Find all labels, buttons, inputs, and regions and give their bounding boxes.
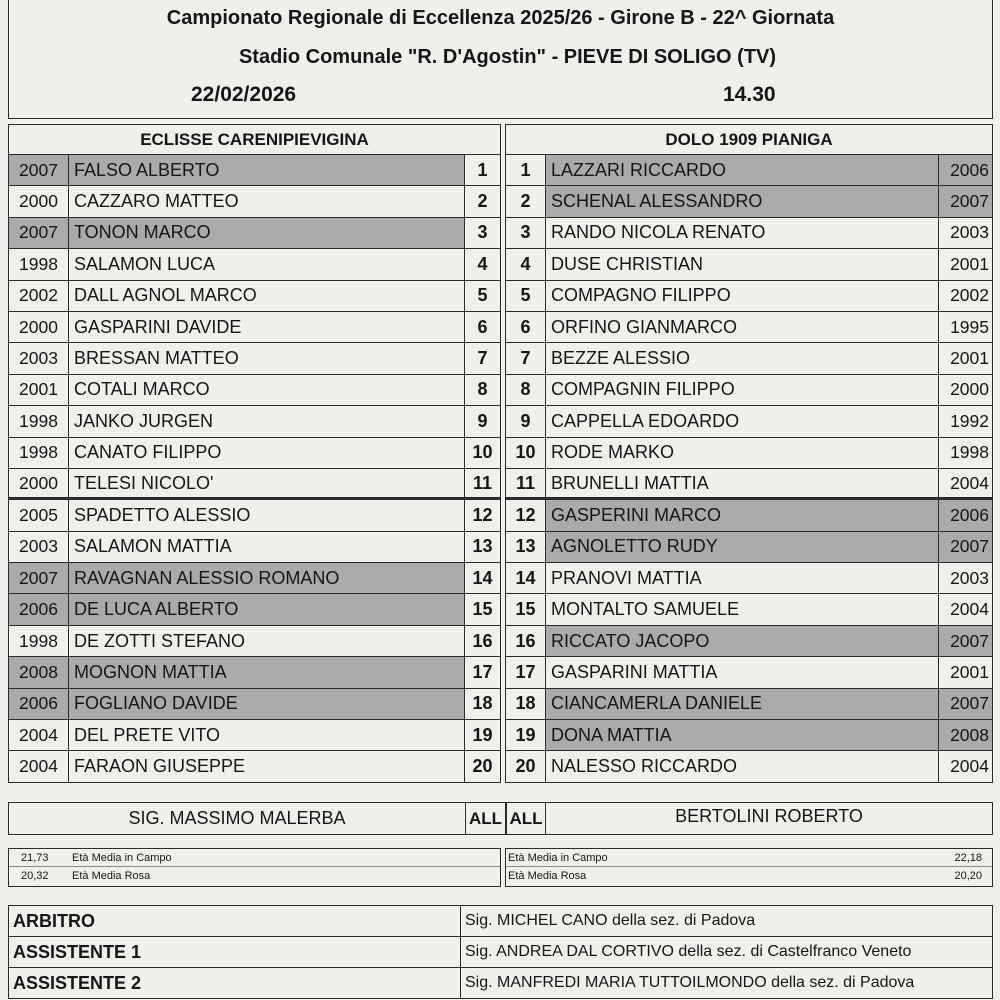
shirt-number: 12 (465, 500, 501, 531)
official-role: ARBITRO (9, 906, 461, 937)
away-avg-age-squad-row (506, 867, 992, 885)
table-row (9, 186, 501, 217)
home-lineup-table (8, 124, 501, 783)
shirt-number: 16 (465, 626, 501, 657)
birth-year: 1998 (9, 406, 69, 437)
away-team-name: DOLO 1909 PIANIGA (506, 125, 993, 155)
player-name: COMPAGNO FILIPPO (546, 281, 939, 312)
shirt-number: 2 (465, 186, 501, 217)
shirt-number: 2 (506, 186, 546, 217)
table-row (9, 218, 501, 249)
table-row (506, 500, 993, 531)
birth-year: 2005 (9, 500, 69, 531)
home-coach-role: ALL (465, 802, 506, 835)
birth-year: 2007 (9, 563, 69, 594)
player-name: BEZZE ALESSIO (546, 343, 939, 374)
table-row (9, 500, 501, 531)
player-name: RODE MARKO (546, 438, 939, 469)
away-avg-age-field-value: 22,18 (954, 852, 982, 864)
shirt-number: 4 (465, 249, 501, 280)
official-row-assistant-2 (9, 968, 992, 999)
birth-year: 1995 (939, 312, 993, 343)
player-name: FALSO ALBERTO (69, 155, 465, 186)
birth-year: 1992 (939, 406, 993, 437)
away-avg-age-squad-value: 20,20 (954, 870, 982, 882)
away-player-rows (506, 155, 993, 783)
away-coach: BERTOLINI ROBERTO (545, 802, 993, 835)
birth-year: 1998 (9, 438, 69, 469)
shirt-number: 7 (506, 343, 546, 374)
shirt-number: 3 (465, 218, 501, 249)
birth-year: 2004 (939, 594, 993, 625)
birth-year: 2004 (9, 751, 69, 782)
home-avg-age-field-label: Età Media in Campo (72, 852, 172, 864)
match-officials-table (8, 905, 993, 999)
shirt-number: 20 (465, 751, 501, 782)
table-row (506, 594, 993, 625)
table-row (506, 626, 993, 657)
player-name: SALAMON MATTIA (69, 532, 465, 563)
birth-year: 2000 (9, 186, 69, 217)
player-name: AGNOLETTO RUDY (546, 532, 939, 563)
player-name: ORFINO GIANMARCO (546, 312, 939, 343)
table-row (506, 406, 993, 437)
birth-year: 2000 (9, 312, 69, 343)
home-avg-age-squad-value: 20,32 (21, 870, 49, 882)
player-name: GASPERINI MARCO (546, 500, 939, 531)
shirt-number: 4 (506, 249, 546, 280)
shirt-number: 17 (465, 657, 501, 688)
player-name: SCHENAL ALESSANDRO (546, 186, 939, 217)
player-name: SALAMON LUCA (69, 249, 465, 280)
table-row (506, 469, 993, 500)
birth-year: 2007 (939, 626, 993, 657)
home-average-ages (8, 848, 501, 887)
player-name: DUSE CHRISTIAN (546, 249, 939, 280)
table-row (9, 751, 501, 782)
official-name: Sig. ANDREA DAL CORTIVO della sez. di Castelfranco Veneto (461, 937, 992, 968)
shirt-number: 15 (506, 594, 546, 625)
birth-year: 1998 (939, 438, 993, 469)
player-name: PRANOVI MATTIA (546, 563, 939, 594)
table-row (9, 249, 501, 280)
table-row (9, 469, 501, 500)
table-row (9, 312, 501, 343)
birth-year: 2002 (9, 281, 69, 312)
player-name: JANKO JURGEN (69, 406, 465, 437)
away-avg-age-squad-label: Età Media Rosa (508, 870, 587, 882)
shirt-number: 8 (506, 375, 546, 406)
official-name: Sig. MICHEL CANO della sez. di Padova (461, 906, 992, 937)
shirt-number: 6 (506, 312, 546, 343)
player-name: GASPARINI MATTIA (546, 657, 939, 688)
player-name: NALESSO RICCARDO (546, 751, 939, 782)
birth-year: 2006 (9, 594, 69, 625)
table-row (9, 532, 501, 563)
birth-year: 2006 (939, 500, 993, 531)
shirt-number: 13 (506, 532, 546, 563)
table-row (9, 438, 501, 469)
shirt-number: 3 (506, 218, 546, 249)
table-row (9, 563, 501, 594)
table-row (506, 657, 993, 688)
birth-year: 2001 (9, 375, 69, 406)
table-row (506, 720, 993, 751)
competition-title: Campionato Regionale di Eccellenza 2025/26 - Girone B - 22^ Giornata (166, 7, 835, 29)
home-avg-age-squad-label: Età Media Rosa (72, 870, 151, 882)
birth-year: 2007 (939, 689, 993, 720)
table-row (506, 218, 993, 249)
table-row (9, 594, 501, 625)
shirt-number: 5 (506, 281, 546, 312)
home-player-rows (9, 155, 501, 783)
shirt-number: 9 (506, 406, 546, 437)
table-row (506, 155, 993, 186)
official-role: ASSISTENTE 2 (9, 968, 461, 999)
shirt-number: 15 (465, 594, 501, 625)
shirt-number: 5 (465, 281, 501, 312)
table-row (9, 720, 501, 751)
shirt-number: 8 (465, 375, 501, 406)
away-avg-age-field-row (506, 849, 992, 867)
player-name: RAVAGNAN ALESSIO ROMANO (69, 563, 465, 594)
table-row (506, 186, 993, 217)
official-row-assistant-1 (9, 937, 992, 968)
official-name: Sig. MANFREDI MARIA TUTTOILMONDO della sez. di Padova (461, 968, 992, 999)
shirt-number: 17 (506, 657, 546, 688)
player-name: MONTALTO SAMUELE (546, 594, 939, 625)
birth-year: 2001 (939, 249, 993, 280)
birth-year: 2002 (939, 281, 993, 312)
table-row (506, 438, 993, 469)
birth-year: 2007 (9, 218, 69, 249)
away-coach-role: ALL (506, 802, 546, 835)
birth-year: 2007 (939, 186, 993, 217)
player-name: COMPAGNIN FILIPPO (546, 375, 939, 406)
table-row (9, 657, 501, 688)
player-name: RICCATO JACOPO (546, 626, 939, 657)
table-row (506, 375, 993, 406)
player-name: BRESSAN MATTEO (69, 343, 465, 374)
birth-year: 2004 (939, 751, 993, 782)
table-row (506, 281, 993, 312)
table-row (9, 281, 501, 312)
player-name: FARAON GIUSEPPE (69, 751, 465, 782)
shirt-number: 16 (506, 626, 546, 657)
shirt-number: 10 (506, 438, 546, 469)
home-avg-age-field-value: 21,73 (21, 852, 49, 864)
player-name: FOGLIANO DAVIDE (69, 689, 465, 720)
table-row (9, 626, 501, 657)
shirt-number: 18 (506, 689, 546, 720)
birth-year: 1998 (9, 626, 69, 657)
birth-year: 2003 (9, 343, 69, 374)
table-row (506, 532, 993, 563)
birth-year: 2006 (939, 155, 993, 186)
shirt-number: 7 (465, 343, 501, 374)
home-team-name: ECLISSE CARENIPIEVIGINA (9, 125, 501, 155)
player-name: LAZZARI RICCARDO (546, 155, 939, 186)
table-row (506, 249, 993, 280)
home-avg-age-field-row (9, 849, 500, 867)
match-header (8, 0, 993, 119)
shirt-number: 19 (506, 720, 546, 751)
table-row (506, 563, 993, 594)
player-name: DE LUCA ALBERTO (69, 594, 465, 625)
player-name: MOGNON MATTIA (69, 657, 465, 688)
player-name: TELESI NICOLO' (69, 469, 465, 500)
player-name: CAPPELLA EDOARDO (546, 406, 939, 437)
birth-year: 2008 (939, 720, 993, 751)
home-coach: SIG. MASSIMO MALERBA (8, 802, 466, 835)
birth-year: 1998 (9, 249, 69, 280)
official-role: ASSISTENTE 1 (9, 937, 461, 968)
stadium-venue: Stadio Comunale "R. D'Agostin" - PIEVE DI SOLIGO (TV) (238, 46, 777, 68)
shirt-number: 14 (465, 563, 501, 594)
birth-year: 2007 (939, 532, 993, 563)
table-row (9, 375, 501, 406)
player-name: RANDO NICOLA RENATO (546, 218, 939, 249)
player-name: GASPARINI DAVIDE (69, 312, 465, 343)
player-name: COTALI MARCO (69, 375, 465, 406)
player-name: BRUNELLI MATTIA (546, 469, 939, 500)
player-name: DALL AGNOL MARCO (69, 281, 465, 312)
home-avg-age-squad-row (9, 867, 500, 885)
shirt-number: 9 (465, 406, 501, 437)
official-row-referee (9, 906, 992, 937)
shirt-number: 10 (465, 438, 501, 469)
birth-year: 2003 (9, 532, 69, 563)
table-row (9, 343, 501, 374)
birth-year: 2001 (939, 343, 993, 374)
table-row (506, 689, 993, 720)
player-name: CAZZARO MATTEO (69, 186, 465, 217)
match-date: 22/02/2026 (191, 83, 297, 106)
birth-year: 2000 (9, 469, 69, 500)
shirt-number: 19 (465, 720, 501, 751)
away-lineup-table (505, 124, 993, 783)
player-name: CANATO FILIPPO (69, 438, 465, 469)
birth-year: 2007 (9, 155, 69, 186)
shirt-number: 13 (465, 532, 501, 563)
shirt-number: 6 (465, 312, 501, 343)
player-name: CIANCAMERLA DANIELE (546, 689, 939, 720)
birth-year: 2006 (9, 689, 69, 720)
shirt-number: 11 (465, 469, 501, 500)
birth-year: 2004 (939, 469, 993, 500)
table-row (506, 751, 993, 782)
birth-year: 2001 (939, 657, 993, 688)
birth-year: 2003 (939, 563, 993, 594)
shirt-number: 14 (506, 563, 546, 594)
shirt-number: 20 (506, 751, 546, 782)
player-name: DE ZOTTI STEFANO (69, 626, 465, 657)
table-row (9, 406, 501, 437)
table-row (9, 155, 501, 186)
shirt-number: 1 (465, 155, 501, 186)
shirt-number: 1 (506, 155, 546, 186)
player-name: TONON MARCO (69, 218, 465, 249)
kickoff-time: 14.30 (723, 83, 776, 106)
player-name: DONA MATTIA (546, 720, 939, 751)
birth-year: 2004 (9, 720, 69, 751)
away-average-ages (505, 848, 993, 887)
birth-year: 2003 (939, 218, 993, 249)
player-name: SPADETTO ALESSIO (69, 500, 465, 531)
table-row (506, 312, 993, 343)
shirt-number: 11 (506, 469, 546, 500)
birth-year: 2008 (9, 657, 69, 688)
shirt-number: 12 (506, 500, 546, 531)
shirt-number: 18 (465, 689, 501, 720)
away-avg-age-field-label: Età Media in Campo (508, 852, 608, 864)
birth-year: 2000 (939, 375, 993, 406)
player-name: DEL PRETE VITO (69, 720, 465, 751)
table-row (9, 689, 501, 720)
table-row (506, 343, 993, 374)
